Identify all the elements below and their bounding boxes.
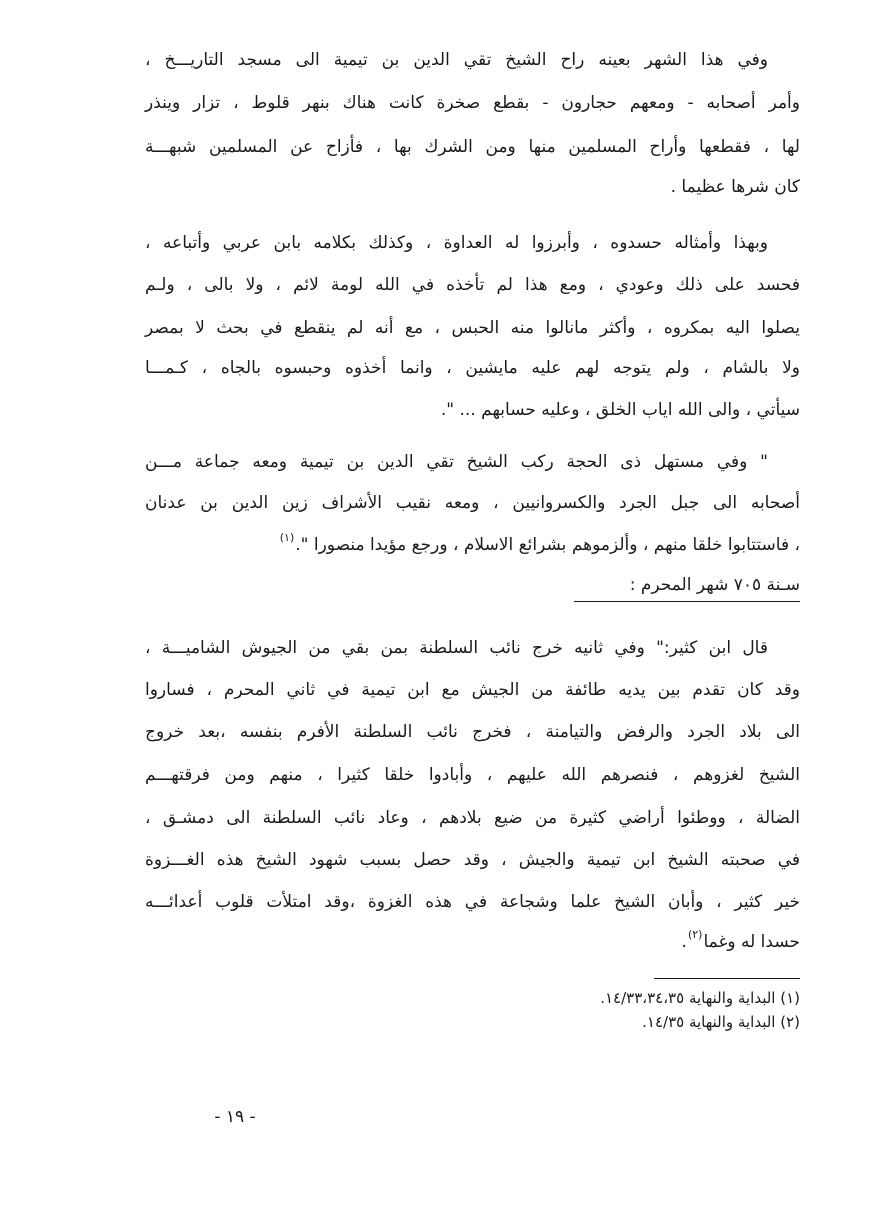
text-line: خير كثير ، وأبان الشيخ علما وشجاعة في هذه الغزوة ،وقد امتلأت قلوب أعدائـــه — [145, 892, 800, 912]
text-line: الى بلاد الجرد والرفض والتيامنة ، فخرج نائب السلطنة الأفرم بنفسه ،بعد خروج — [145, 722, 800, 742]
footnote-ref: (١) — [279, 531, 295, 544]
text-line — [145, 927, 800, 957]
text-line: ولا بالشام ، ولم يتوجه لهم عليه مايشين ، وانما أخذوه وحبسوه بالجاه ، كـمـــا — [145, 358, 800, 378]
text-line: يصلوا اليه بمكروه ، وأكثر مانالوا منه الحبس ، مع أنه لم ينقطع في بحث لا بمصر — [145, 318, 800, 338]
footnote-separator — [654, 978, 800, 979]
text-line: كان شرها عظيما . — [670, 177, 800, 197]
text-line: أصحابه الى جبل الجرد والكسروانيين ، ومعه نقيب الأشراف زين الدين بن عدنان — [145, 493, 800, 513]
text-line-end: . — [681, 932, 687, 952]
text-line: في صحبته الشيخ ابن تيمية والجيش ، وقد حصل بسبب شهود الشيخ هذه الغـــزوة — [145, 850, 800, 870]
text-line-body: حسدا له وغما — [703, 932, 800, 952]
text-line: الشيخ لغزوهم ، فنصرهم الله عليهم ، وأبادوا خلقا كثيرا ، منهم ومن فرقتهـــم — [145, 765, 800, 785]
text-line: " وفي مستهل ذى الحجة ركب الشيخ تقي الدين بن تيمية ومعه جماعة مـــن — [145, 452, 768, 472]
text-line: وبهذا وأمثاله حسدوه ، وأبرزوا له العداوة ، وكذلك بكلامه بابن عربي وأتباعه ، — [145, 233, 768, 253]
footnote: (٢) البداية والنهاية ١٤/٣٥. — [642, 1013, 800, 1031]
text-line — [145, 530, 800, 560]
text-line: فحسد على ذلك وعودي ، ومع هذا لم تأخذه في الله لومة لائم ، ولا بالى ، ولـم — [145, 275, 800, 295]
text-line: وقد كان تقدم بين يديه طائفة من الجيش مع ابن تيمية في ثاني المحرم ، فساروا — [145, 680, 800, 700]
page-number: - ١٩ - — [214, 1107, 256, 1127]
text-line-body: ، فاستتابوا خلقا منهم ، وألزموهم بشرائع الاسلام ، ورجع مؤيدا منصورا ". — [295, 535, 800, 555]
text-line: الضالة ، ووطئوا أراضي كثيرة من ضيع بلادهم ، وعاد نائب السلطنة الى دمشـق ، — [145, 808, 800, 828]
footnote: (١) البداية والنهاية ١٤/٣٣،٣٤،٣٥. — [600, 989, 800, 1007]
footnote-ref: (٢) — [687, 928, 703, 941]
section-heading: سـنة ٧٠٥ شهر المحرم : — [629, 575, 800, 595]
text-line: وفي هذا الشهر بعينه راح الشيخ تقي الدين بن تيمية الى مسجد التاريـــخ ، — [145, 50, 768, 70]
heading-underline — [574, 601, 800, 602]
text-line: لها ، فقطعها وأراح المسلمين منها ومن الشرك بها ، فأزاح عن المسلمين شبهـــة — [145, 137, 800, 157]
text-line: وأمر أصحابه - ومعهم حجارون - بقطع صخرة كانت هناك بنهر قلوط ، تزار وينذر — [145, 93, 800, 113]
text-line: سيأتي ، والى الله اياب الخلق ، وعليه حسابهم ... ". — [440, 400, 800, 420]
text-line: قال ابن كثير:" وفي ثانيه خرج نائب السلطنة بمن بقي من الجيوش الشاميـــة ، — [145, 638, 768, 658]
